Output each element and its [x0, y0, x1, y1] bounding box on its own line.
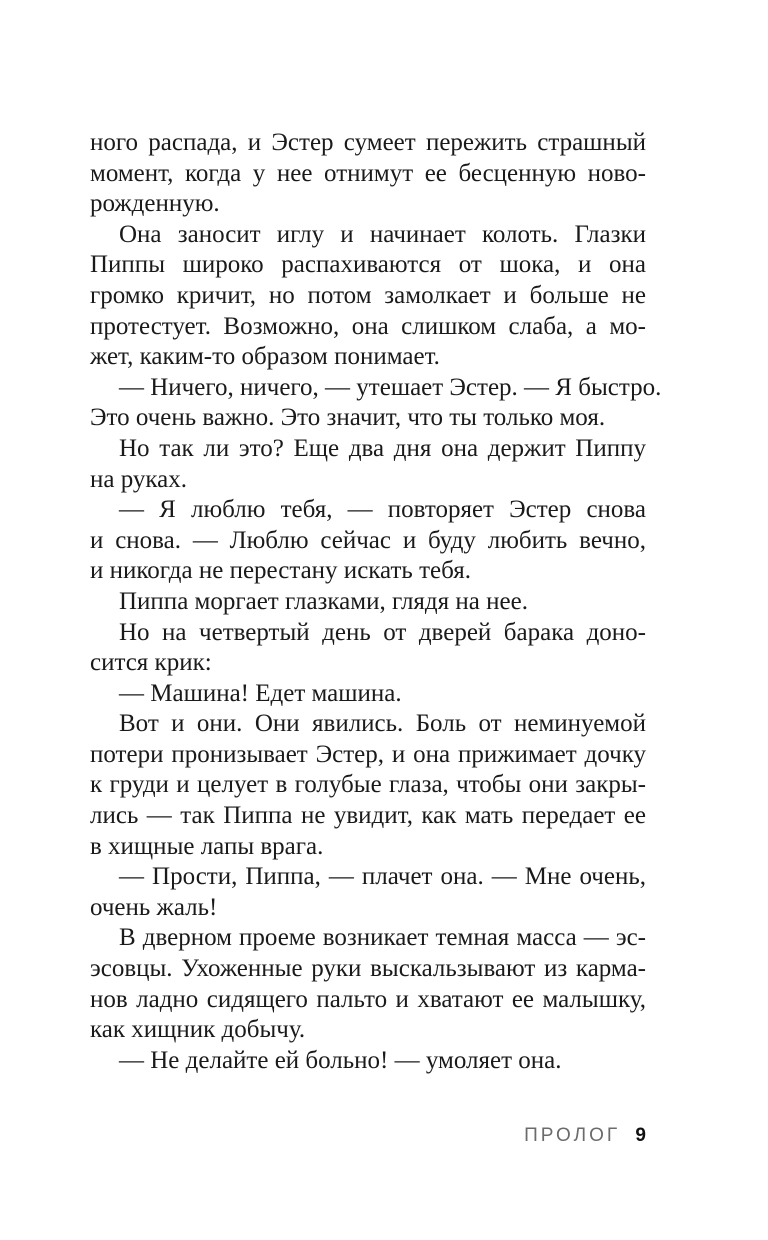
text-line: очень жаль!	[90, 893, 218, 921]
text-line: потери пронизывает Эстер, и она прижимает дочку	[90, 740, 646, 768]
text-line: Пиппы широко распахиваются от шока, и она	[90, 251, 646, 279]
text-line: В дверном проеме возникает темная масса — эс-	[119, 924, 646, 952]
text-line: Но на четвертый день от дверей барака доно-	[119, 618, 646, 646]
text-line: Она заносит иглу и начинает колоть. Глазки	[119, 220, 646, 248]
text-line: — Ничего, ничего, — утешает Эстер. — Я быстро.	[119, 373, 662, 401]
text-line: — Машина! Едет машина.	[119, 679, 402, 707]
text-line: и снова. — Люблю сейчас и буду любить вечно,	[90, 526, 646, 554]
text-line: и никогда не перестану искать тебя.	[90, 557, 471, 585]
text-line: ного распада, и Эстер сумеет пережить страшный	[90, 129, 646, 156]
text-line: к груди и целует в голубые глаза, чтобы они закры-	[90, 771, 646, 799]
text-line: — Не делайте ей больно! — умоляет она.	[119, 1046, 562, 1074]
text-line: протестует. Возможно, она слишком слаба, а мо-	[90, 312, 646, 340]
text-line: нов ладно сидящего пальто и хватают ее малышку,	[90, 985, 646, 1013]
text-line: как хищник добычу.	[90, 1016, 306, 1044]
text-line: — Прости, Пиппа, — плачет она. — Мне очень,	[119, 863, 646, 891]
page-number: 9	[635, 1125, 646, 1146]
text-line: Пиппа моргает глазками, глядя на нее.	[119, 587, 528, 615]
running-footer	[0, 1121, 646, 1151]
text-line: Это очень важно. Это значит, что ты только моя.	[90, 404, 606, 432]
text-line: — Я люблю тебя, — повторяет Эстер снова	[119, 496, 646, 524]
text-line: рожденную.	[90, 190, 220, 218]
text-line: эсовцы. Ухоженные руки выскальзывают из карма-	[90, 955, 646, 983]
text-line: в хищные лапы врага.	[90, 832, 324, 860]
text-line: момент, когда у нее отнимут ее бесценную ново-	[90, 159, 646, 187]
text-line: Но так ли это? Еще два дня она держит Пиппу	[119, 434, 646, 462]
text-line: громко кричит, но потом замолкает и больше не	[90, 281, 646, 309]
text-line: лись — так Пиппа не увидит, как мать передает ее	[90, 802, 646, 830]
body-text	[90, 128, 662, 1076]
running-title: ПРОЛОГ	[524, 1125, 621, 1146]
text-line: жет, каким-то образом понимает.	[90, 343, 440, 371]
text-line: Вот и они. Они явились. Боль от неминуемой	[119, 710, 646, 738]
text-line: сится крик:	[90, 649, 212, 677]
text-line: на руках.	[90, 465, 188, 493]
